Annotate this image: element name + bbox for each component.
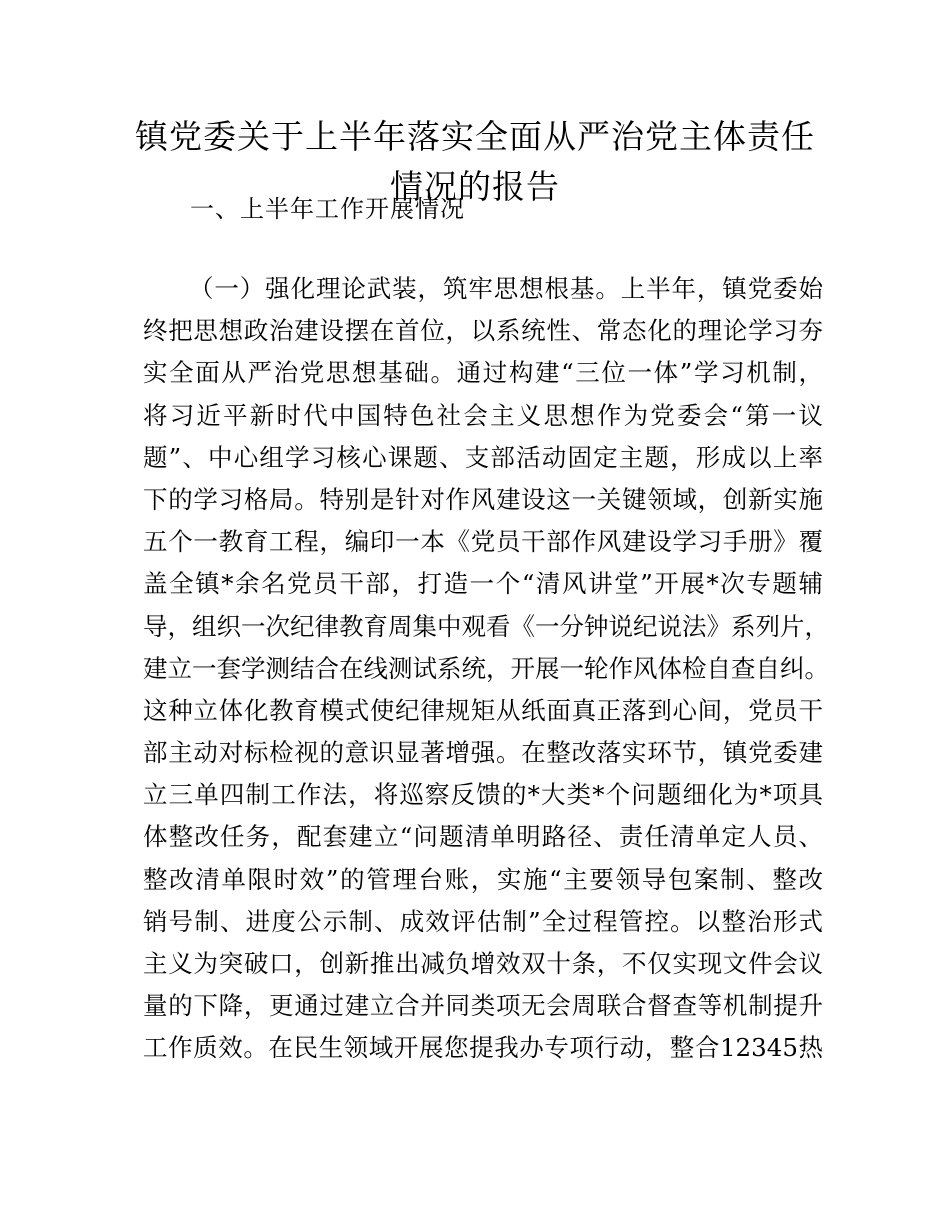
title-line: 镇党委关于上半年落实全面从严治党主体责任 xyxy=(135,117,815,156)
paragraph-line: 销号制、进度公示制、成效评估制”全过程管控。以整治形式 xyxy=(143,906,823,936)
paragraph-line: 将习近平新时代中国特色社会主义思想作为党委会“第一议 xyxy=(143,400,823,430)
paragraph-line: 盖全镇*余名党员干部，打造一个“清风讲堂”开展*次专题辅 xyxy=(143,569,823,599)
paragraph-line: 主义为突破口，创新推出减负增效双十条，不仅实现文件会议 xyxy=(143,949,823,978)
paragraph-line: 这种立体化教育模式使纪律规矩从纸面真正落到心间，党员干 xyxy=(143,695,823,725)
title-line: 情况的报告 xyxy=(390,167,560,206)
paragraph-line: 实全面从严治党思想基础。通过构建“三位一体”学习机制， xyxy=(143,358,823,388)
paragraph-line: 下的学习格局。特别是针对作风建设这一关键领域，创新实施 xyxy=(143,484,823,514)
paragraph-line: 部主动对标检视的意识显著增强。在整改落实环节，镇党委建 xyxy=(143,738,823,768)
paragraph-line: 立三单四制工作法，将巡察反馈的*大类*个问题细化为*项具 xyxy=(143,780,823,810)
paragraph-line: （一）强化理论武装，筑牢思想根基。上半年，镇党委始 xyxy=(189,274,823,303)
paragraph-line: 建立一套学测结合在线测试系统，开展一轮作风体检自查自纠。 xyxy=(143,653,829,683)
paragraph-line: 工作质效。在民生领域开展您提我办专项行动，整合12345热 xyxy=(143,1033,823,1063)
document-title xyxy=(0,112,950,212)
paragraph-line: 题”、中心组学习核心课题、支部活动固定主题，形成以上率 xyxy=(143,442,823,472)
paragraph-line: 量的下降，更通过建立合并同类项无会周联合督查等机制提升 xyxy=(143,991,823,1021)
paragraph-line: 导，组织一次纪律教育周集中观看《一分钟说纪说法》系列片， xyxy=(143,611,829,641)
paragraph-line: 体整改任务，配套建立“问题清单明路径、责任清单定人员、 xyxy=(143,822,823,852)
paragraph-line: 整改清单限时效”的管理台账，实施“主要领导包案制、整改 xyxy=(143,864,823,894)
paragraph-line: 五个一教育工程，编印一本《党员干部作风建设学习手册》覆 xyxy=(143,527,823,557)
paragraph-line: 终把思想政治建设摆在首位，以系统性、常态化的理论学习夯 xyxy=(143,316,823,346)
section-heading: 一、上半年工作开展情况 xyxy=(190,195,465,223)
body-paragraph xyxy=(143,268,829,1070)
